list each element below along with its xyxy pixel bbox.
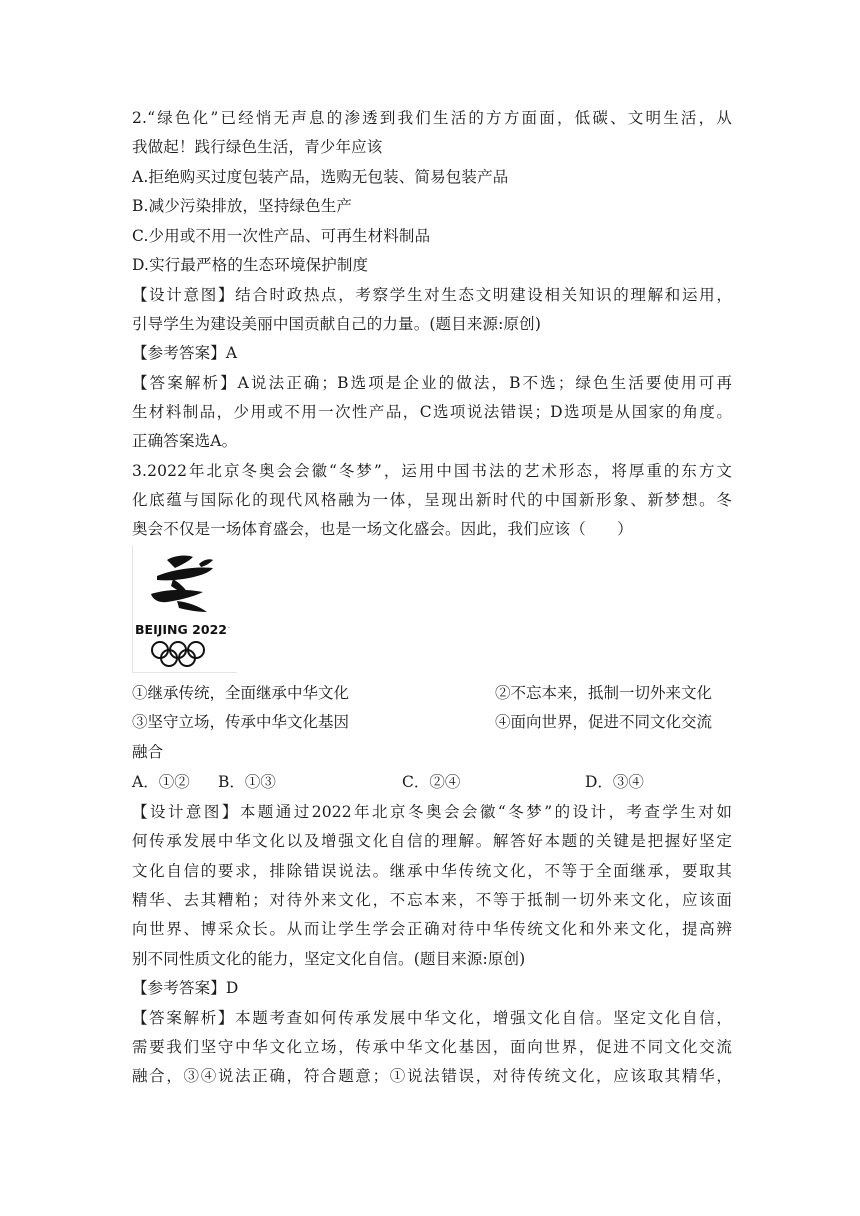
q3-item-3: ③坚守立场，传承中华文化基因 (132, 713, 350, 731)
q3-choice-d: D．③④ (585, 773, 644, 791)
q3-choice-b: B．①③ (218, 773, 276, 791)
q2-option-c: C.少用或不用一次性产品、可再生材料制品 (132, 227, 431, 245)
q3-stem-line-1: 3.2022年北京冬奥会会徽“冬梦”，运用中国书法的艺术形态，将厚重的东方文 (132, 462, 732, 480)
q2-stem-line-2: 我做起！践行绿色生活，青少年应该 (132, 138, 383, 156)
q3-stem-line-3: 奥会不仅是一场体育盛会，也是一场文化盛会。因此，我们应该（ ） (132, 520, 633, 538)
q2-design-intent-line-2: 引导学生为建设美丽中国贡献自己的力量。(题目来源:原创) (132, 315, 542, 333)
q2-option-a: A.拒绝购买过度包装产品，选购无包装、简易包装产品 (132, 168, 509, 186)
q3-analysis-line-2: 需要我们坚守中华文化立场，传承中华文化基因，面向世界，促进不同文化交流 (132, 1038, 732, 1056)
q3-item-4: ④面向世界，促进不同文化交流 (495, 713, 713, 731)
q2-reference-answer: 【参考答案】A (132, 344, 238, 362)
q2-stem-line-1: 2.“绿色化”已经悄无声息的渗透到我们生活的方方面面，低碳、文明生活，从 (132, 109, 732, 127)
q3-design-intent-line-4: 精华、去其糟粕；对待外来文化，不忘本来，不等于抵制一切外来文化，应该面 (132, 891, 732, 909)
q3-choice-c: C．②④ (402, 773, 461, 791)
q3-analysis-line-1: 【答案解析】本题考查如何传承发展中华文化，增强文化自信。坚定文化自信， (132, 1009, 732, 1027)
q3-analysis-line-3: 融合，③④说法正确，符合题意；①说法错误，对待传统文化，应该取其精华， (132, 1067, 732, 1085)
svg-text:.: . (228, 623, 230, 630)
q3-item-2: ②不忘本来，抵制一切外来文化 (495, 684, 713, 702)
q3-reference-answer: 【参考答案】D (132, 979, 239, 997)
q2-analysis-line-1: 【答案解析】A说法正确；B选项是企业的做法，B不选；绿色生活要使用可再 (132, 374, 732, 392)
q2-analysis-line-3: 正确答案选A。 (132, 432, 238, 450)
q3-design-intent-line-3: 文化自信的要求，排除错误说法。继承中华传统文化，不等于全面继承，要取其 (132, 862, 732, 880)
emblem-icon (133, 546, 237, 672)
q3-stem-line-2: 化底蕴与国际化的现代风格融为一体，呈现出新时代的中国新形象、新梦想。冬 (132, 491, 732, 509)
q2-analysis-line-2: 生材料制品，少用或不用一次性产品，C选项说法错误；D选项是从国家的角度。 (132, 403, 732, 421)
beijing-2022-emblem-image (132, 546, 237, 673)
emblem-wordmark: BEIJING 2022 (135, 622, 227, 637)
q3-design-intent-line-5: 向世界、博采众长。从而让学生学会正确对待中华传统文化和外来文化，提高辨 (132, 920, 732, 938)
q3-design-intent-line-1: 【设计意图】本题通过2022年北京冬奥会会徽“冬梦”的设计，考查学生对如 (132, 803, 732, 821)
q2-design-intent-line-1: 【设计意图】结合时政热点，考察学生对生态文明建设相关知识的理解和运用， (132, 286, 732, 304)
q2-option-b: B.减少污染排放，坚持绿色生产 (132, 197, 353, 215)
q3-item-4-continuation: 融合 (132, 743, 164, 761)
q3-item-1: ①继承传统，全面继承中华文化 (132, 684, 350, 702)
q3-design-intent-line-6: 别不同性质文化的能力，坚定文化自信。(题目来源:原创) (132, 950, 526, 968)
q2-option-d: D.实行最严格的生态环境保护制度 (132, 256, 369, 274)
q3-design-intent-line-2: 何传承发展中华文化以及增强文化自信的理解。解答好本题的关键是把握好坚定 (132, 832, 732, 850)
q3-choice-a: A．①② (132, 773, 190, 791)
